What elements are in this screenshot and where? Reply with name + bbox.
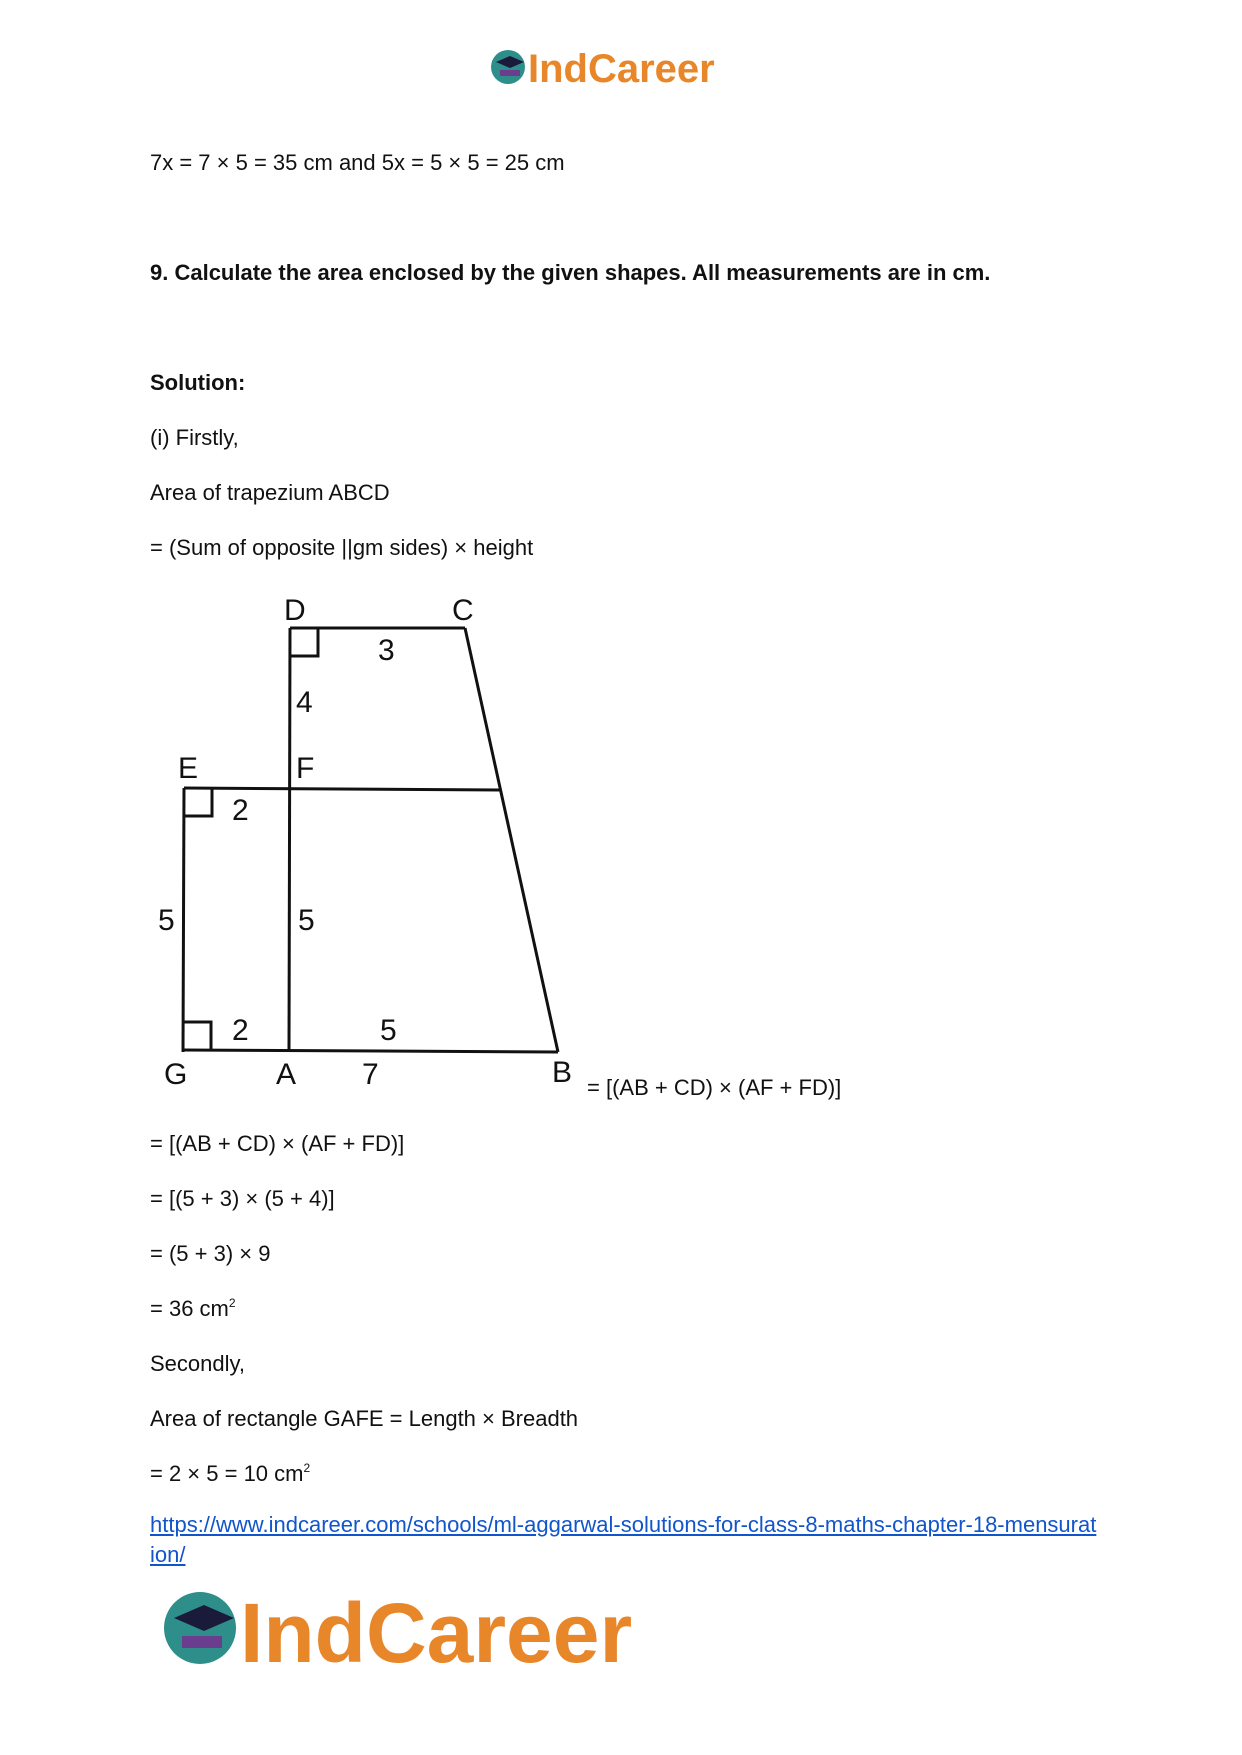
- step-4-text: = 36 cm: [150, 1296, 229, 1321]
- text-area-rectangle: Area of rectangle GAFE = Length × Breadth: [150, 1406, 579, 1431]
- step-5-superscript: 2: [303, 1461, 311, 1475]
- question-heading: 9. Calculate the area enclosed by the given shapes. All measurements are in cm.: [150, 260, 991, 285]
- step-2: = [(5 + 3) × (5 + 4)]: [150, 1186, 335, 1211]
- label-A: A: [276, 1058, 297, 1091]
- measure-ef: 2: [232, 794, 249, 827]
- text-firstly: (i) Firstly,: [150, 425, 239, 450]
- measure-ab-bottom: 7: [362, 1058, 379, 1091]
- measure-dc: 3: [378, 634, 395, 667]
- label-B: B: [552, 1056, 573, 1089]
- text-line-1: 7x = 7 × 5 = 35 cm and 5x = 5 × 5 = 25 cm: [150, 150, 565, 175]
- logo-top-text: IndCareer: [528, 47, 715, 91]
- step-1: = [(AB + CD) × (AF + FD)]: [150, 1131, 405, 1156]
- label-D: D: [284, 594, 306, 627]
- step-4-superscript: 2: [228, 1296, 236, 1310]
- step-5: [150, 1461, 310, 1487]
- measure-ge: 5: [158, 904, 175, 937]
- text-area-trapezium: Area of trapezium ABCD: [150, 480, 390, 505]
- text-secondly: Secondly,: [150, 1351, 245, 1376]
- measure-ga: 2: [232, 1014, 249, 1047]
- source-link[interactable]: https://www.indcareer.com/schools/ml-aggarwal-solutions-for-class-8-maths-chapter-18-mensuration/: [150, 1512, 1097, 1567]
- label-C: C: [452, 594, 474, 627]
- measure-fd: 4: [296, 686, 313, 719]
- indcareer-logo-bottom: [160, 1578, 700, 1678]
- trapezium-figure: [150, 590, 580, 1100]
- measure-ab-top: 5: [380, 1014, 397, 1047]
- label-E: E: [178, 752, 199, 785]
- step-5-text: = 2 × 5 = 10 cm: [150, 1461, 304, 1486]
- text-formula: = (Sum of opposite ||gm sides) × height: [150, 535, 534, 560]
- label-F: F: [296, 752, 315, 785]
- step-3: = (5 + 3) × 9: [150, 1241, 271, 1266]
- measure-af: 5: [298, 904, 315, 937]
- solution-label: Solution:: [150, 370, 246, 395]
- label-G: G: [164, 1058, 188, 1091]
- indcareer-logo-top: [488, 42, 758, 92]
- text-after-figure: = [(AB + CD) × (AF + FD)]: [587, 1075, 842, 1100]
- logo-bottom-text: IndCareer: [240, 1586, 633, 1678]
- step-4: [150, 1296, 236, 1322]
